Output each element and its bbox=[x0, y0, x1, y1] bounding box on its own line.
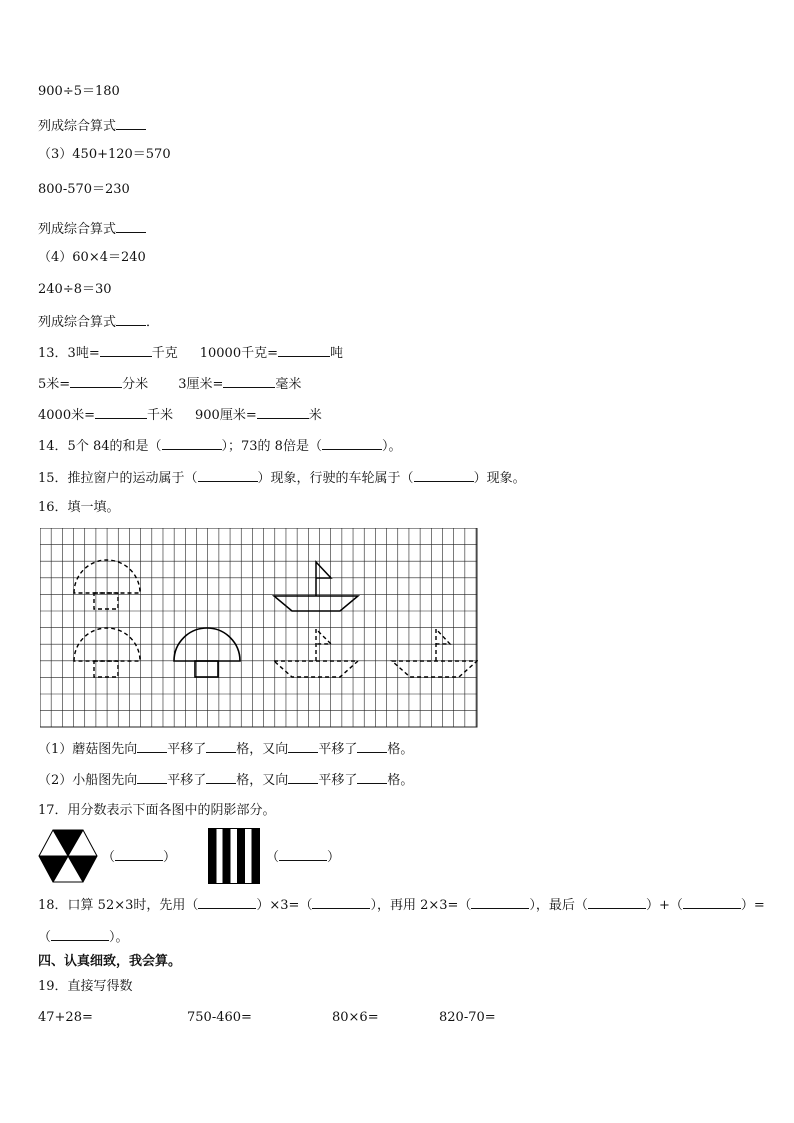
combined-formula-label: 列成综合算式 bbox=[38, 119, 117, 134]
question-17-title: 17．用分数表示下面各图中的阴影部分。 bbox=[38, 803, 276, 818]
answer-blank[interactable] bbox=[116, 313, 146, 326]
fraction-answer-1 bbox=[102, 848, 176, 866]
question-text: ），再用 2×3=（ bbox=[370, 898, 472, 913]
stripes-shaded-figure bbox=[208, 828, 260, 884]
answer-blank[interactable] bbox=[223, 375, 275, 388]
combined-formula-label: 列成综合算式 bbox=[38, 315, 117, 330]
question-text: （2）小船图先向 bbox=[38, 773, 138, 788]
question-text: ）。 bbox=[381, 439, 402, 454]
combined-formula-line bbox=[38, 220, 146, 238]
unit-text: 5米= bbox=[38, 377, 71, 392]
answer-blank[interactable] bbox=[357, 740, 387, 753]
boat-dashed-right bbox=[392, 629, 477, 677]
question-text: ）= bbox=[740, 898, 765, 913]
question-text: ）现象，行驶的车轮属于（ bbox=[257, 471, 414, 486]
combined-formula-line bbox=[38, 313, 159, 331]
question-text: 格。 bbox=[387, 773, 414, 788]
question-text: 平移了 bbox=[318, 773, 358, 788]
question-text: ）+（ bbox=[645, 898, 683, 913]
mental-math-item: 820-70= bbox=[439, 1010, 496, 1025]
answer-blank[interactable] bbox=[198, 896, 256, 909]
unit-text: 分米 bbox=[122, 377, 149, 392]
hexagon-shaded-figure bbox=[38, 829, 98, 883]
answer-blank[interactable] bbox=[137, 740, 167, 753]
unit-text: 千米 bbox=[146, 408, 173, 423]
question-text: 格，又向 bbox=[236, 773, 289, 788]
equation-line: （3）450+120＝570 bbox=[38, 147, 171, 162]
answer-blank[interactable] bbox=[288, 771, 318, 784]
combined-formula-label: 列成综合算式 bbox=[38, 222, 117, 237]
equation-line: 800-570＝230 bbox=[38, 182, 130, 197]
mental-math-item: 750-460= bbox=[187, 1010, 252, 1025]
question-text: ）；73的 8倍是（ bbox=[221, 439, 322, 454]
question-text: ）现象。 bbox=[473, 471, 526, 486]
bracket: （ bbox=[102, 850, 116, 865]
question-text: 格。 bbox=[387, 742, 414, 757]
answer-blank[interactable] bbox=[279, 848, 327, 861]
question-text: （ bbox=[38, 930, 52, 945]
answer-blank[interactable] bbox=[312, 896, 370, 909]
unit-text: 千克 bbox=[151, 346, 178, 361]
question-text: 平移了 bbox=[167, 773, 207, 788]
question-13-row-1 bbox=[38, 344, 343, 362]
answer-blank[interactable] bbox=[357, 771, 387, 784]
unit-text: 10000千克= bbox=[199, 346, 278, 361]
answer-blank[interactable] bbox=[683, 896, 741, 909]
mental-math-item: 47+28= bbox=[38, 1010, 93, 1025]
answer-blank[interactable] bbox=[257, 406, 309, 419]
question-18-line-1 bbox=[38, 896, 765, 914]
answer-blank[interactable] bbox=[51, 928, 109, 941]
question-18-line-2 bbox=[38, 928, 129, 946]
answer-blank[interactable] bbox=[588, 896, 646, 909]
question-13-row-2 bbox=[38, 375, 301, 393]
question-text: ），最后（ bbox=[529, 898, 588, 913]
answer-blank[interactable] bbox=[100, 344, 152, 357]
answer-blank[interactable] bbox=[206, 740, 236, 753]
question-16-title: 16．填一填。 bbox=[38, 500, 120, 515]
question-15 bbox=[38, 469, 526, 487]
answer-blank[interactable] bbox=[288, 740, 318, 753]
unit-text: 13．3吨= bbox=[38, 346, 100, 361]
equation-line: 900÷5＝180 bbox=[38, 84, 120, 99]
unit-text: 900厘米= bbox=[195, 408, 257, 423]
bracket: ） bbox=[163, 850, 177, 865]
boat-solid bbox=[274, 562, 358, 611]
question-text: ）。 bbox=[109, 930, 129, 945]
answer-blank[interactable] bbox=[278, 344, 330, 357]
section-heading: 四、认真细致，我会算。 bbox=[38, 954, 182, 969]
unit-text: 毫米 bbox=[275, 377, 302, 392]
equation-line: 240÷8＝30 bbox=[38, 282, 112, 297]
bracket: ） bbox=[327, 850, 341, 865]
answer-blank[interactable] bbox=[116, 220, 146, 233]
answer-blank[interactable] bbox=[162, 437, 222, 450]
question-text: 14．5个 84的和是（ bbox=[38, 439, 162, 454]
answer-blank[interactable] bbox=[137, 771, 167, 784]
answer-blank[interactable] bbox=[471, 896, 529, 909]
equation-line: （4）60×4＝240 bbox=[38, 250, 146, 265]
question-text: （1）蘑菇图先向 bbox=[38, 742, 138, 757]
bracket: （ bbox=[266, 850, 280, 865]
question-19-title: 19．直接写得数 bbox=[38, 979, 133, 994]
answer-blank[interactable] bbox=[95, 406, 147, 419]
question-text: 平移了 bbox=[318, 742, 358, 757]
question-text: 18．口算 52×3时，先用（ bbox=[38, 898, 199, 913]
answer-blank[interactable] bbox=[116, 117, 146, 130]
question-16-sub-2 bbox=[38, 771, 413, 789]
question-text: 平移了 bbox=[167, 742, 207, 757]
question-text: ）×3=（ bbox=[256, 898, 313, 913]
question-14 bbox=[38, 437, 401, 455]
answer-blank[interactable] bbox=[70, 375, 122, 388]
answer-blank[interactable] bbox=[414, 469, 474, 482]
unit-text: 3厘米= bbox=[178, 377, 224, 392]
fraction-answer-2 bbox=[266, 848, 340, 866]
answer-blank[interactable] bbox=[206, 771, 236, 784]
combined-formula-line bbox=[38, 117, 146, 135]
question-text: 15．推拉窗户的运动属于（ bbox=[38, 471, 198, 486]
question-text: 格，又向 bbox=[236, 742, 289, 757]
boat-dashed-center bbox=[274, 629, 358, 677]
period: ． bbox=[146, 315, 160, 330]
question-16-sub-1 bbox=[38, 740, 413, 758]
answer-blank[interactable] bbox=[322, 437, 382, 450]
answer-blank[interactable] bbox=[198, 469, 258, 482]
answer-blank[interactable] bbox=[115, 848, 163, 861]
translation-grid-figure bbox=[40, 528, 478, 728]
unit-text: 米 bbox=[308, 408, 322, 423]
unit-text: 吨 bbox=[329, 346, 343, 361]
unit-text: 4000米= bbox=[38, 408, 95, 423]
mental-math-item: 80×6= bbox=[332, 1010, 379, 1025]
question-13-row-3 bbox=[38, 406, 322, 424]
